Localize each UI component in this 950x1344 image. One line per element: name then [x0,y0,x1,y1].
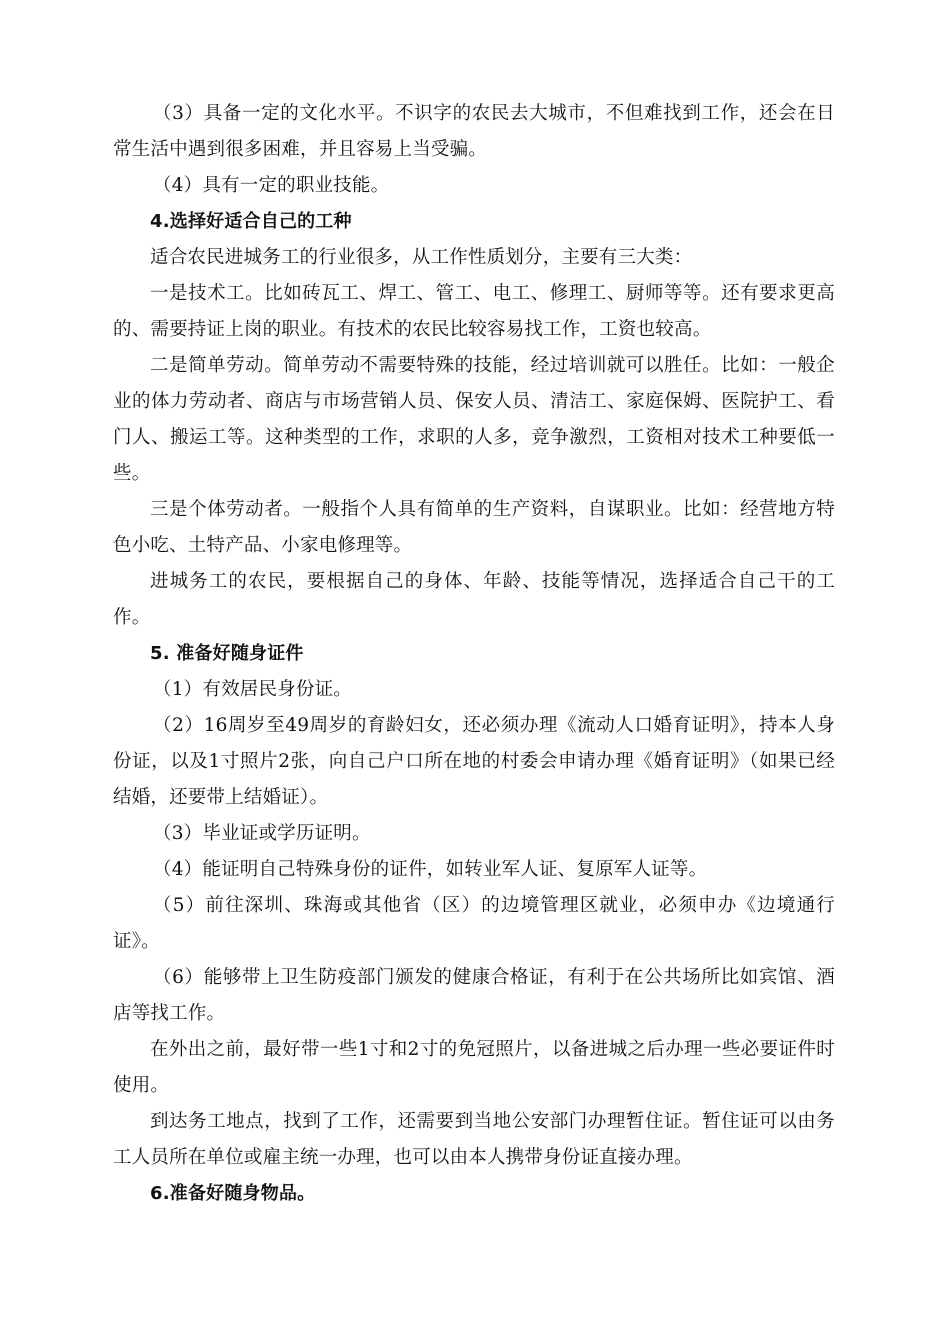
paragraph-list-item: （4）能证明自己特殊身份的证件，如转业军人证、复原军人证等。 [153,859,708,880]
paragraph-list-item: （5）前往深圳、珠海或其他省（区）的边境管理区就业，必须申办《边境通行证》。 [113,895,835,952]
paragraph: 在外出之前，最好带一些1寸和2寸的免冠照片，以备进城之后办理一些必要证件时使用。 [113,1039,835,1096]
paragraph-list-item: （6）能够带上卫生防疫部门颁发的健康合格证，有利于在公共场所比如宾馆、酒店等找工作。 [113,967,835,1024]
paragraph: 三是个体劳动者。一般指个人具有简单的生产资料，自谋职业。比如：经营地方特色小吃、土特产品、小家电修理等。 [113,499,835,556]
document-body [113,96,835,1212]
section-heading: 4.选择好适合自己的工种 [150,211,352,232]
paragraph-list-item: （4）具有一定的职业技能。 [153,175,390,196]
paragraph: 二是简单劳动。简单劳动不需要特殊的技能，经过培训就可以胜任。比如：一般企业的体力劳动者、商店与市场营销人员、保安人员、清洁工、家庭保姆、医院护工、看门人、搬运工等。这种类型的工作，求职的人多，竞争激烈，工资相对技术工种要低一些。 [113,355,835,484]
section-heading: 6.准备好随身物品。 [150,1183,316,1204]
paragraph-list-item: （3）具备一定的文化水平。不识字的农民去大城市，不但难找到工作，还会在日常生活中遇到很多困难，并且容易上当受骗。 [113,103,835,160]
paragraph: 适合农民进城务工的行业很多，从工作性质划分，主要有三大类： [150,247,693,268]
paragraph: 一是技术工。比如砖瓦工、焊工、管工、电工、修理工、厨师等等。还有要求更高的、需要持证上岗的职业。有技术的农民比较容易找工作，工资也较高。 [113,283,835,340]
section-heading: 5. 准备好随身证件 [150,643,304,664]
paragraph: 进城务工的农民，要根据自己的身体、年龄、技能等情况，选择适合自己干的工作。 [113,571,835,628]
paragraph-list-item: （2）16周岁至49周岁的育龄妇女，还必须办理《流动人口婚育证明》，持本人身份证，以及1寸照片2张，向自己户口所在地的村委会申请办理《婚育证明》（如果已经结婚，还要带上结婚证）。 [113,715,836,808]
paragraph: 到达务工地点，找到了工作，还需要到当地公安部门办理暂住证。暂住证可以由务工人员所在单位或雇主统一办理，也可以由本人携带身份证直接办理。 [113,1111,835,1168]
paragraph-list-item: （3）毕业证或学历证明。 [153,823,371,844]
paragraph-list-item: （1）有效居民身份证。 [153,679,352,700]
